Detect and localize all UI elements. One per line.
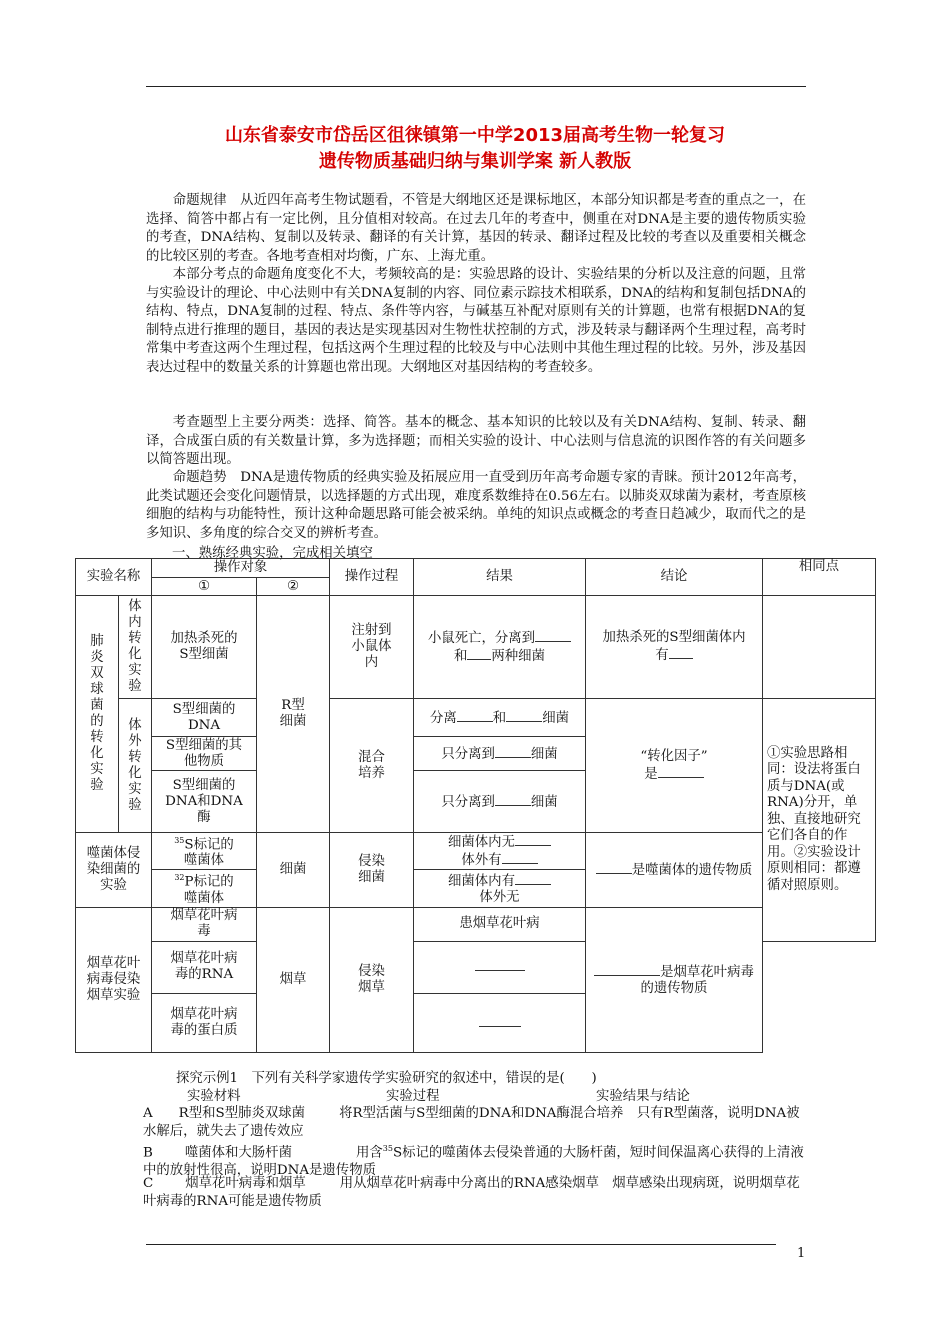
header-same: 相同点 [763, 559, 876, 596]
header-result: 实验结果与结论 [596, 1088, 690, 1104]
header-name: 实验名称 [76, 559, 152, 596]
blank [515, 833, 551, 846]
phage-name: 噬菌体侵染细菌的实验 [76, 833, 152, 908]
blank [596, 861, 632, 874]
blank [495, 793, 531, 806]
title-line-1: 山东省泰安市岱岳区徂徕镇第一中学2013届高考生物一轮复习 [224, 125, 726, 146]
header-object: 操作对象 [152, 559, 330, 578]
s35-superscript: 35 [174, 836, 185, 845]
process-inject: 注射到小鼠体内 [330, 596, 414, 699]
option-c-text: 用从烟草花叶病毒中分离出的RNA感染烟草 烟草感染出现病斑，说明烟草花叶病毒的RNA可能是遗传物质 [143, 1176, 800, 1209]
paragraph-trend: 命题趋势 DNA是遗传物质的经典实验及拓展应用一直受到历年高考命题专家的青睐。预计2012年高考，此类试题还会变化问题情景，以选择题的方式出现，难度系数维持在0.56左右。以肺炎双球菌为素材，考查原核细胞的结构与功能特性，预计这种命题思路可能会被采纳。单纯的知识点或概念的考查日趋减少，取而代之的是多知识、多角度的综合交叉的辨析考查。 [146, 470, 806, 541]
result-mix-3 [414, 771, 586, 833]
blank [502, 851, 538, 864]
result-p32-b: 体外无 [479, 889, 520, 905]
object-tobacco: 烟草 [257, 907, 330, 1052]
process-mix: 混合培养 [330, 699, 414, 833]
result-mix-2 [414, 737, 586, 771]
object-s35 [152, 833, 257, 870]
conclusion-factor-b: 是 [644, 766, 658, 782]
header-result: 结果 [414, 559, 586, 596]
result-mix-1-b: 和 [492, 710, 507, 726]
paragraph-angles: 本部分考点的命题角度变化不大，考频较高的是：实验思路的设计、实验结果的分析以及注意的问题，且常与实验设计的理论、中心法则中有关DNA复制的内容、同位素示踪技术相联系，DNA的结构和复制包括DNA的结构、特点，DNA复制的过程、特点、条件等内容，与碱基互补配对原则有关的计算题，也常有根据DNA的复制特点进行推理的题目，基因的表达是实现基因对生物性状控制的方式，涉及转录与翻译两个生理过程，高考时常集中考查这两个生理过程，包括这两个生理过程的比较及与中心法则中其他生理过程的比较。另外，涉及基因表达过程中的数量关系的计算题也常出现。大纲地区对基因结构的考查较多。 [146, 267, 806, 375]
conclusion-factor-a: “转化因子” [640, 748, 708, 764]
result-s35-b: 体外有 [461, 853, 502, 869]
object-s-dna: S型细菌的DNA [152, 699, 257, 737]
option-b-superscript: 35 [382, 1144, 393, 1153]
header-material: 实验材料 [187, 1088, 241, 1104]
question-block [146, 1070, 812, 1105]
option-b [143, 1140, 809, 1179]
pneumo-invivo: 体内转化实验 [119, 596, 152, 699]
object-heat-killed: 加热杀死的S型细菌 [152, 596, 257, 699]
paragraph-rules: 命题规律 从近四年高考生物试题看，不管是大纲地区还是课标地区，本部分知识都是考查的重点之一，在选择、简答中都占有一定比例，且分值相对较高。在过去几年的考查中，侧重在对DNA是主要的遗传物质实验的考查，DNA结构、复制以及转录、翻译的有关计算，基因的转录、翻译过程及比较的考查以及重要相关概念的比较区别的考查。各地考查相对均衡，广东、上海尤重。 [146, 193, 806, 264]
result-mix-3-b: 细菌 [530, 794, 558, 810]
blank [506, 709, 542, 722]
option-b-label: B [143, 1145, 153, 1161]
process-infect-tobacco: 侵染烟草 [330, 907, 414, 1052]
object-r-type: R型细菌 [257, 596, 330, 833]
blank [475, 958, 525, 971]
result-s35-a: 细菌体内无 [448, 835, 515, 851]
result-s35 [414, 833, 586, 870]
object-s35-text: S标记的噬菌体 [183, 837, 234, 869]
tmv-name: 烟草花叶病毒侵染烟草实验 [76, 907, 152, 1052]
result-p32-a: 细菌体内有 [448, 873, 515, 889]
conclusion-heat [586, 596, 763, 699]
pneumo-name: 肺炎双球菌的转化实验 [76, 596, 119, 833]
object-p32-text: P标记的噬菌体 [183, 874, 234, 906]
object-bacteria: 细菌 [257, 833, 330, 908]
conclusion-phage [586, 833, 763, 908]
option-b-text: S标记的噬菌体去侵染普通的大肠杆菌，短时间保温离心获得的上清液中的放射性很高，说明DNA是遗传物质 [143, 1145, 804, 1178]
pneumo-invitro: 体外转化实验 [119, 699, 152, 833]
object-p32 [152, 870, 257, 907]
header-rule [146, 86, 806, 87]
blank [669, 646, 693, 659]
blank [535, 629, 571, 642]
document-title [0, 123, 950, 175]
paragraph-types: 考查题型上主要分两类：选择、简答。基本的概念、基本知识的比较以及有关DNA结构、复制、转录、翻译，合成蛋白质的有关数量计算，多为选择题；而相关实验的设计、中心法则与信息流的识图作答的有关问题多以简答题出现。 [146, 415, 806, 467]
option-c-material: 烟草花叶病毒和烟草 [185, 1176, 306, 1191]
conclusion-tmv [586, 907, 763, 1052]
header-process: 操作过程 [330, 559, 414, 596]
option-b-pre: 用含 [355, 1145, 383, 1161]
process-infect-bacteria: 侵染细菌 [330, 833, 414, 908]
result-tmv-3 [414, 993, 586, 1052]
question-stem: 探究示例1 下列有关科学家遗传学实验研究的叙述中，错误的是( ) [176, 1071, 597, 1086]
p32-superscript: 32 [174, 873, 185, 883]
blank [658, 765, 704, 778]
conclusion-tmv-text: 是烟草花叶病毒的遗传物质 [640, 964, 754, 996]
object-tmv-protein: 烟草花叶病毒的蛋白质 [152, 993, 257, 1052]
question-headers [146, 1088, 812, 1106]
page-number: 1 [797, 1246, 806, 1261]
result-mix-1-c: 细菌 [542, 710, 569, 726]
object-s-dna-enzyme: S型细菌的DNA和DNA酶 [152, 771, 257, 833]
blank [479, 1014, 521, 1027]
result-mix-2-a: 只分离到 [441, 746, 495, 762]
header-object-1: ① [152, 578, 257, 596]
option-b-material: 噬菌体和大肠杆菌 [184, 1145, 292, 1161]
result-mix-3-a: 只分离到 [441, 794, 495, 810]
header-object-2: ② [257, 578, 330, 596]
footer-rule [146, 1244, 776, 1245]
result-mix-1 [414, 699, 586, 737]
option-a-label: A [143, 1106, 153, 1121]
result-tmv-1: 患烟草花叶病 [414, 907, 586, 941]
option-c [143, 1175, 809, 1210]
conclusion-phage-text: 是噬菌体的遗传物质 [631, 862, 753, 878]
option-c-label: C [143, 1176, 154, 1191]
result-p32 [414, 870, 586, 907]
conclusion-factor [586, 699, 763, 833]
object-tmv-rna: 烟草花叶病毒的RNA [152, 941, 257, 993]
blank [467, 647, 491, 660]
header-conclusion: 结论 [586, 559, 763, 596]
result-tmv-2 [414, 941, 586, 993]
result-mix-2-b: 细菌 [530, 746, 558, 762]
option-a-text: 将R型活菌与S型细菌的DNA和DNA酶混合培养 只有R型菌落，说明DNA被水解后，就失去了遗传效应 [143, 1106, 800, 1139]
result-mix-1-a: 分离 [430, 710, 457, 726]
blank [495, 745, 531, 758]
same-points: ①实验思路相同：设法将蛋白质与DNA(或RNA)分开，单独、直接地研究它们各自的作用。②实验设计原则相同：都遵循对照原则。 [763, 699, 876, 942]
result-mouse [414, 596, 586, 699]
object-s-other: S型细菌的其他物质 [152, 737, 257, 771]
blank [457, 709, 493, 722]
header-process: 实验过程 [386, 1088, 440, 1104]
result-mouse-b: 和 [454, 649, 468, 664]
table-caption: 一、熟练经典实验，完成相关填空 [172, 546, 373, 561]
result-mouse-c: 两种细菌 [491, 649, 545, 664]
option-a-material: R型和S型肺炎双球菌 [178, 1106, 306, 1121]
blank [515, 872, 551, 885]
title-line-2: 遗传物质基础归纳与集训学案 新人教版 [318, 151, 632, 172]
option-a [143, 1105, 809, 1140]
experiment-table [75, 558, 876, 1053]
result-mouse-a: 小鼠死亡，分离到 [427, 631, 536, 646]
object-tmv: 烟草花叶病毒 [152, 907, 257, 941]
blank [594, 963, 660, 976]
conclusion-heat-text: 加热杀死的S型细菌体内有 [602, 630, 746, 663]
